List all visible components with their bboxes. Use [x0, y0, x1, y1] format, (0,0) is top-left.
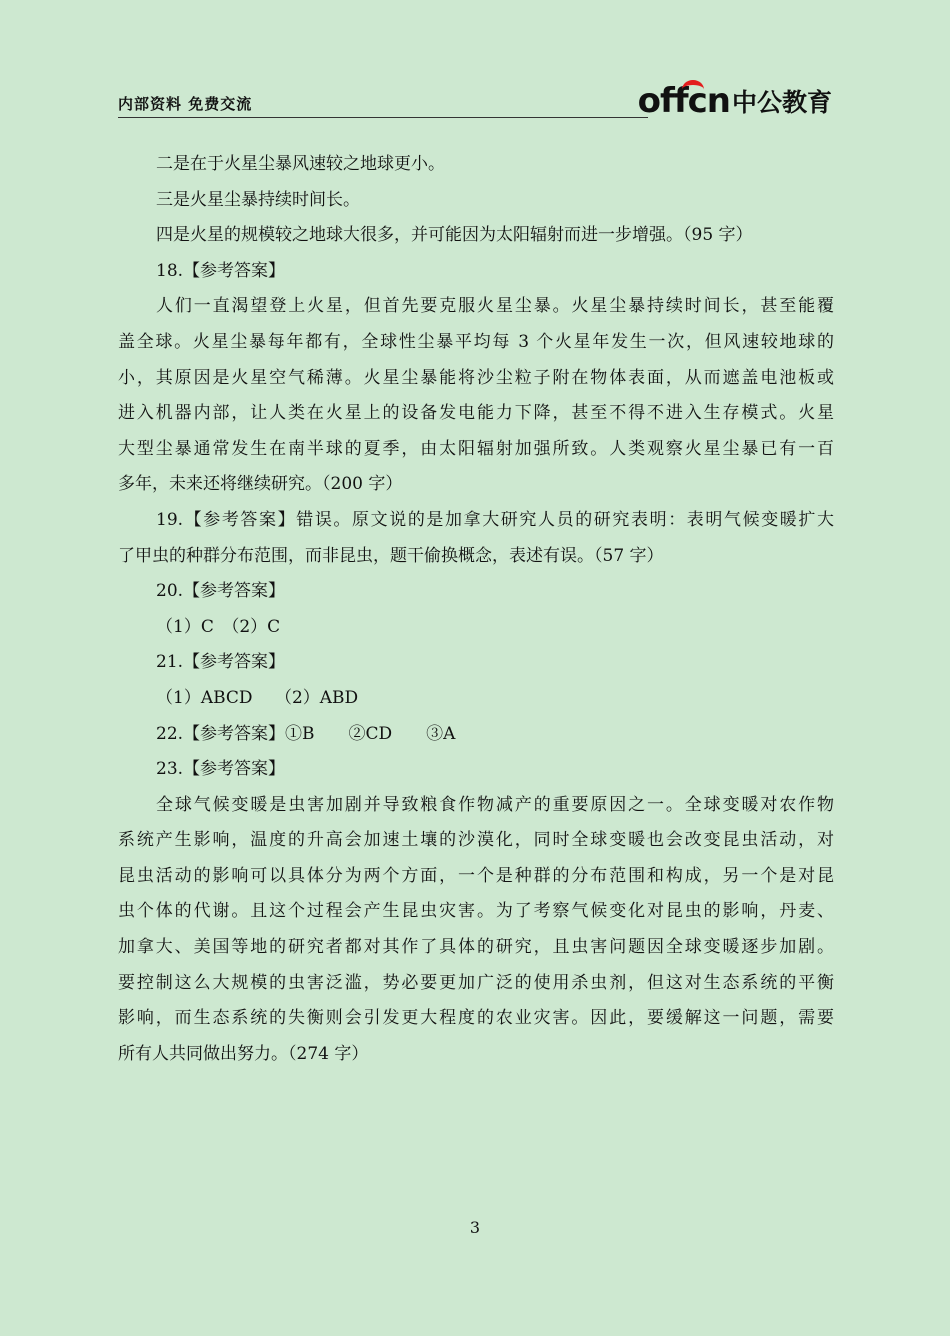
- text-line: 大型尘暴通常发生在南半球的夏季，由太阳辐射加强所致。人类观察火星尘暴已有一百: [118, 438, 834, 459]
- header-label: 内部资料 免费交流: [118, 95, 253, 113]
- text-line: （1）ABCD （2）ABD: [156, 687, 359, 708]
- text-line: 昆虫活动的影响可以具体分为两个方面，一个是种群的分布范围和构成，另一个是对昆: [118, 865, 834, 886]
- text-line: 22.【参考答案】①B ②CD ③A: [156, 723, 456, 744]
- text-line: 23.【参考答案】: [156, 759, 286, 780]
- text-line: 四是火星的规模较之地球大很多，并可能因为太阳辐射而进一步增强。（95 字）: [156, 225, 753, 246]
- offcn-logo: [637, 80, 832, 121]
- logo-latin-text: offcn: [637, 81, 730, 121]
- text-line: 20.【参考答案】: [156, 581, 286, 602]
- text-line: 影响，而生态系统的失衡则会引发更大程度的农业灾害。因此，要缓解这一问题，需要: [118, 1008, 834, 1029]
- text-line: 所有人共同做出努力。（274 字）: [118, 1043, 369, 1064]
- text-line: 三是火星尘暴持续时间长。: [156, 189, 360, 210]
- text-line: 要控制这么大规模的虫害泛滥，势必要更加广泛的使用杀虫剂，但这对生态系统的平衡: [118, 972, 834, 993]
- text-line: 19.【参考答案】错误。原文说的是加拿大研究人员的研究表明：表明气候变暖扩大: [156, 509, 834, 530]
- document-body: [118, 147, 834, 1072]
- text-line: 进入机器内部，让人类在火星上的设备发电能力下降，甚至不得不进入生存模式。火星: [118, 403, 834, 424]
- text-line: 21.【参考答案】: [156, 652, 286, 673]
- logo-accent-mark: [682, 80, 704, 99]
- text-line: 加拿大、美国等地的研究者都对其作了具体的研究，且虫害问题因全球变暖逐步加剧。: [118, 937, 834, 958]
- page-number: 3: [469, 1218, 481, 1237]
- text-line: 了甲虫的种群分布范围，而非昆虫，题干偷换概念，表述有误。（57 字）: [118, 545, 664, 566]
- text-line: 系统产生影响，温度的升高会加速土壤的沙漠化，同时全球变暖也会改变昆虫活动，对: [118, 830, 834, 851]
- text-line: 虫个体的代谢。且这个过程会产生昆虫灾害。为了考察气候变化对昆虫的影响，丹麦、: [118, 901, 834, 922]
- logo-cn-text: 中公教育: [731, 88, 832, 117]
- text-line: 盖全球。火星尘暴每年都有，全球性尘暴平均每 3 个火星年发生一次，但风速较地球的: [118, 331, 834, 352]
- text-line: （1）C （2）C: [156, 616, 281, 637]
- text-line: 18.【参考答案】: [156, 260, 286, 281]
- text-line: 二是在于火星尘暴风速较之地球更小。: [156, 154, 445, 174]
- page-header: [118, 80, 832, 121]
- header-rule: [118, 117, 648, 118]
- text-line: 人们一直渴望登上火星，但首先要克服火星尘暴。火星尘暴持续时间长，甚至能覆: [156, 296, 834, 317]
- text-line: 小，其原因是火星空气稀薄。火星尘暴能将沙尘粒子附在物体表面，从而遮盖电池板或: [118, 367, 834, 388]
- text-line: 全球气候变暖是虫害加剧并导致粮食作物减产的重要原因之一。全球变暖对农作物: [156, 794, 834, 815]
- text-line: 多年，未来还将继续研究。（200 字）: [118, 474, 403, 495]
